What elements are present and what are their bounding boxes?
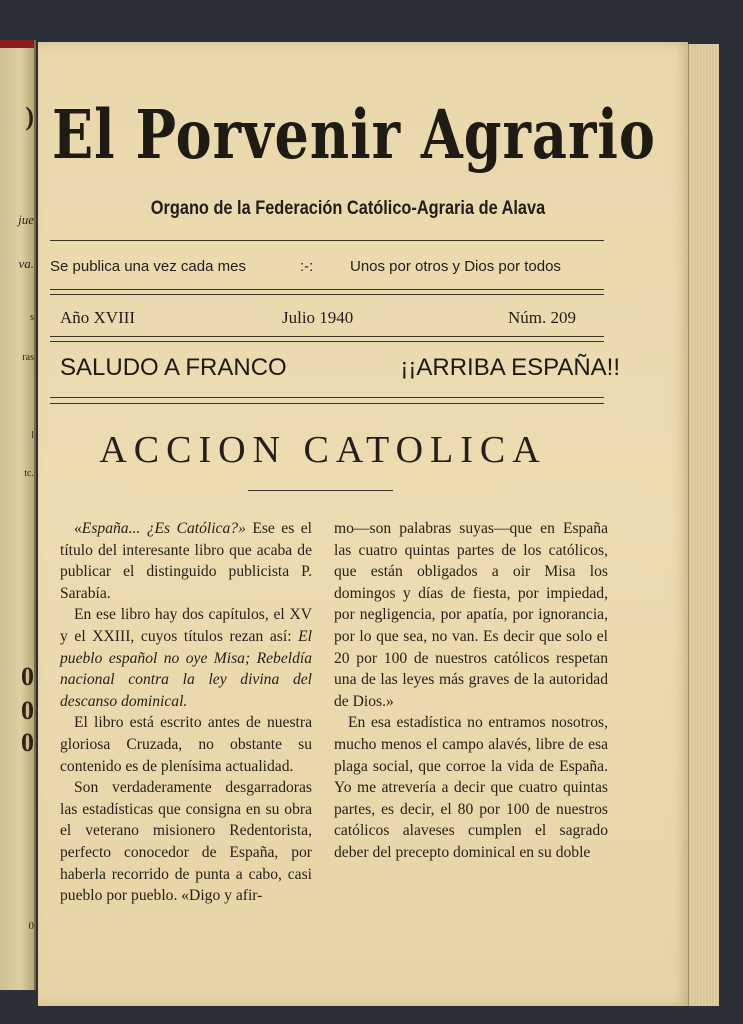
masthead-subtitle: Organo de la Federación Católico-Agraria de Alava [150, 198, 546, 219]
paragraph-text: En ese libro hay dos capítulos, el XV y el XXIII, cuyos títulos rezan así: [60, 606, 312, 645]
prev-page-fragment: 0 [21, 728, 34, 757]
book-title: España... ¿Es Católica?» [81, 520, 246, 537]
publication-frequency: Se publica una vez cada mes [50, 258, 246, 275]
header-rule [50, 240, 604, 241]
prev-page-fragment: l [31, 430, 34, 441]
prev-page-fragment: ) [25, 102, 34, 131]
salute-double-rule-top [50, 397, 604, 398]
masthead-title: El Porvenir Agrario [52, 94, 656, 174]
prev-page-fragment: 0 [28, 920, 34, 932]
salute-double-rule-bottom [50, 403, 604, 404]
prev-page-fragment: 0 [21, 696, 34, 725]
salute-headline [60, 354, 620, 382]
chapter-titles: El pueblo español no oye Misa; Rebeldía nacional contra la ley divina del descanso dominical. [60, 627, 312, 710]
article-paragraph: Son verdaderamente desgarradoras las estadísticas que consigna en su obra el veterano misionero Redentorista, perfecto conocedor de España, por haberla recorrido de punta a cabo, casi pueblo por pueblo. «Digo y afir- [60, 779, 312, 905]
prev-page-fragment: tc. [24, 468, 34, 479]
issue-number: Núm. 209 [508, 308, 576, 327]
issue-year: Año XVIII [60, 308, 136, 327]
header-double-rule-bottom [50, 294, 604, 295]
book-page-edges [688, 44, 719, 1006]
salute-right: ¡¡ARRIBA ESPAÑA!! [400, 354, 620, 381]
header-motto: Unos por otros y Dios por todos [350, 258, 561, 275]
article-paragraph: El libro está escrito antes de nuestra gloriosa Cruzada, no obstante su contenido es de plenísima actualidad. [60, 714, 312, 775]
issue-date: Julio 1940 [282, 308, 354, 327]
paragraph-text: Ese es el título del interesante libro que acaba de publicar el distinguido publicista P. Sarabía. [60, 520, 312, 602]
prev-page-fragment: ras [22, 352, 34, 363]
article-paragraph [60, 518, 312, 604]
quote-mark: « [74, 520, 82, 537]
article-title: ACCION CATOLICA [99, 429, 547, 471]
article-column-2 [334, 518, 608, 864]
header-separator: :-: [300, 258, 314, 275]
prev-page-fragment: s [30, 312, 34, 323]
article-paragraph [60, 604, 312, 712]
article-column-1 [60, 518, 312, 907]
prev-page-fragment: 0 [21, 662, 34, 691]
previous-page-edge [0, 40, 36, 990]
binding-red-edge [0, 40, 34, 48]
header-double-rule-top [50, 289, 604, 290]
newspaper-page [38, 42, 688, 1006]
issue-double-rule-bottom [50, 341, 604, 342]
salute-left: SALUDO A FRANCO [60, 354, 287, 381]
article-title-underline [248, 490, 393, 491]
article-paragraph: En esa estadística no entramos nosotros, mucho menos el campo alavés, libre de esa plaga social, que corroe la vida de España. Yo me atrevería a decir que cuatro quintas partes, es decir, el 80 por 100 de nuestros católicos alaveses cumplen el sagrado deber del precepto dominical en su doble [334, 714, 608, 861]
issue-double-rule-top [50, 336, 604, 337]
prev-page-fragment: va. [18, 256, 34, 271]
article-paragraph: mo—son palabras suyas—que en España las cuatro quintas partes de los católicos, que están obligados a oir Misa los domingos y días de fiesta, por impiedad, por negligencia, por apatía, por ignorancia, por lo que sea, no van. Es decir que solo el 20 por 100 de nuestros católicos respetan una de las leyes más graves de la autoridad de Dios.» [334, 520, 608, 710]
prev-page-fragment: jue [18, 212, 34, 227]
